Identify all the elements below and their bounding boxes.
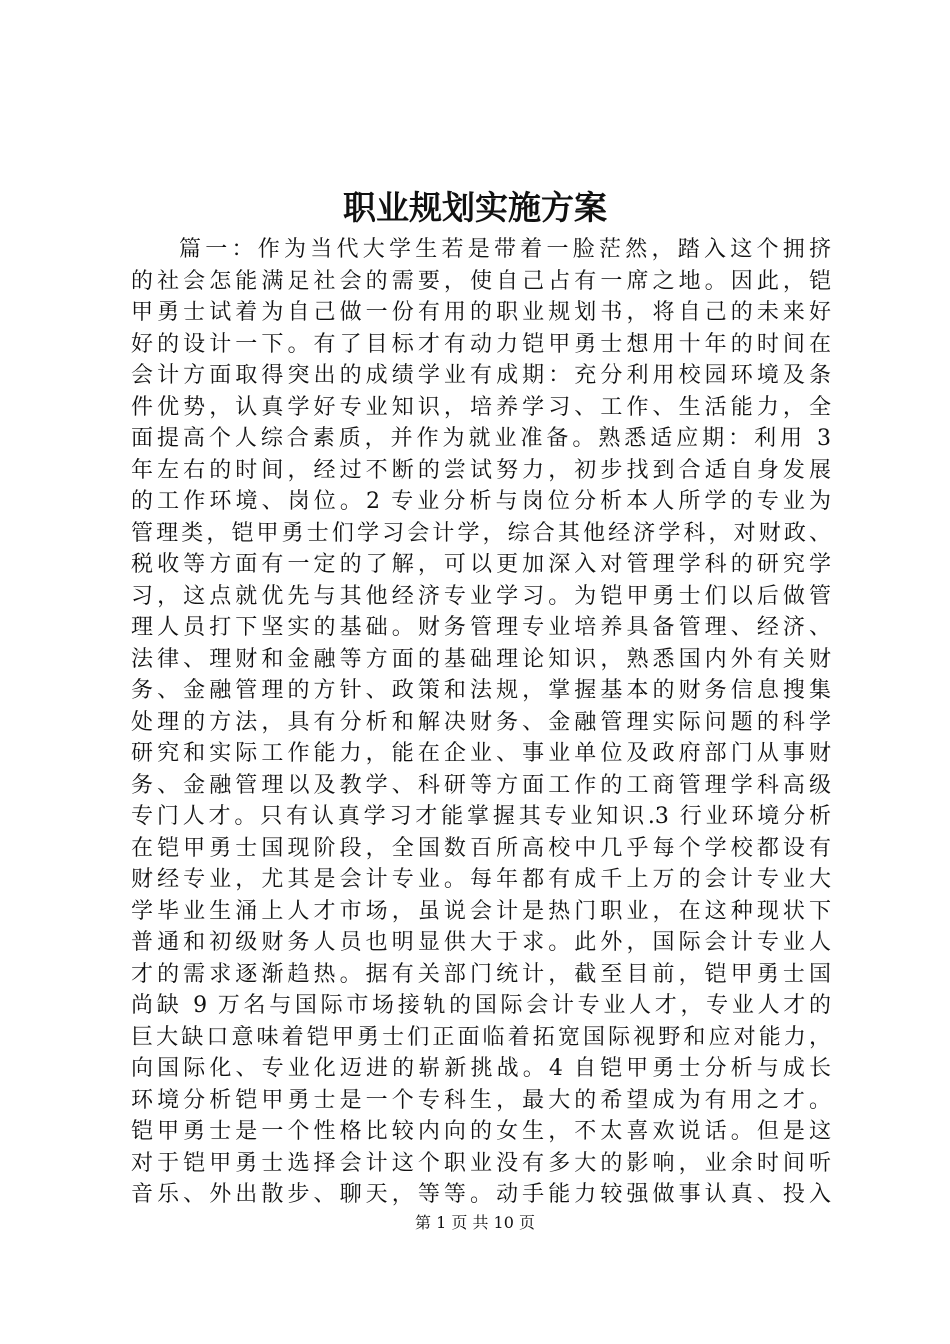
body-line: 法律、理财和金融等方面的基础理论知识，熟悉国内外有关财 xyxy=(131,646,831,672)
body-line: 好的设计一下。有了目标才有动力铠甲勇士想用十年的时间在 xyxy=(131,331,831,357)
body-line: 专门人才。只有认真学习才能掌握其专业知识.3 行业环境分析 xyxy=(131,804,831,829)
body-line: 的社会怎能满足社会的需要，使自己占有一席之地。因此，铠 xyxy=(131,268,831,294)
body-line: 处理的方法，具有分析和解决财务、金融管理实际问题的科学 xyxy=(131,709,831,735)
body-line: 尚缺 9 万名与国际市场接轨的国际会计专业人才，专业人才的 xyxy=(131,993,831,1018)
body-line: 巨大缺口意味着铠甲勇士们正面临着拓宽国际视野和应对能力， xyxy=(131,1024,831,1050)
document-body xyxy=(131,234,831,1211)
body-line: 甲勇士试着为自己做一份有用的职业规划书，将自己的未来好 xyxy=(131,300,831,325)
body-line: 对于铠甲勇士选择会计这个职业没有多大的影响，业余时间听 xyxy=(131,1150,831,1176)
body-line: 习，这点就优先与其他经济专业学习。为铠甲勇士们以后做管 xyxy=(131,583,831,609)
body-line: 铠甲勇士是一个性格比较内向的女生，不太喜欢说话。但是这 xyxy=(131,1119,831,1144)
body-line: 才的需求逐渐趋热。据有关部门统计，截至目前，铠甲勇士国 xyxy=(131,961,831,987)
body-line: 在铠甲勇士国现阶段，全国数百所高校中几乎每个学校都设有 xyxy=(131,835,831,861)
body-line: 会计方面取得突出的成绩学业有成期：充分利用校园环境及条 xyxy=(131,363,831,388)
body-line: 务、金融管理以及教学、科研等方面工作的工商管理学科高级 xyxy=(131,772,831,798)
body-line: 音乐、外出散步、聊天，等等。动手能力较强做事认真、投入 xyxy=(131,1182,831,1207)
body-line: 普通和初级财务人员也明显供大于求。此外，国际会计专业人 xyxy=(131,930,831,955)
body-line: 研究和实际工作能力，能在企业、事业单位及政府部门从事财 xyxy=(131,741,831,766)
body-line: 篇一：作为当代大学生若是带着一脸茫然，踏入这个拥挤 xyxy=(179,237,831,262)
page-footer: 第 1 页 共 10 页 xyxy=(415,1213,535,1232)
document-title: 职业规划实施方案 xyxy=(343,188,607,227)
body-line: 向国际化、专业化迈进的崭新挑战。4 自铠甲勇士分析与成长 xyxy=(131,1056,831,1081)
body-line: 税收等方面有一定的了解，可以更加深入对管理学科的研究学 xyxy=(131,552,831,577)
body-line: 务、金融管理的方针、政策和法规，掌握基本的财务信息搜集 xyxy=(131,678,831,703)
body-line: 年左右的时间，经过不断的尝试努力，初步找到合适自身发展 xyxy=(131,457,831,483)
body-line: 的工作环境、岗位。2 专业分析与岗位分析本人所学的专业为 xyxy=(131,489,831,514)
body-line: 学毕业生涌上人才市场，虽说会计是热门职业，在这种现状下 xyxy=(131,898,831,924)
body-line: 面提高个人综合素质，并作为就业准备。熟悉适应期：利用 3 xyxy=(131,426,831,451)
body-line: 财经专业，尤其是会计专业。每年都有成千上万的会计专业大 xyxy=(131,867,831,892)
body-line: 件优势，认真学好专业知识，培养学习、工作、生活能力，全 xyxy=(131,394,831,420)
body-line: 管理类，铠甲勇士们学习会计学，综合其他经济学科，对财政、 xyxy=(131,520,831,546)
body-line: 环境分析铠甲勇士是一个专科生，最大的希望成为有用之才。 xyxy=(131,1087,831,1113)
body-line: 理人员打下坚实的基础。财务管理专业培养具备管理、经济、 xyxy=(131,615,831,640)
